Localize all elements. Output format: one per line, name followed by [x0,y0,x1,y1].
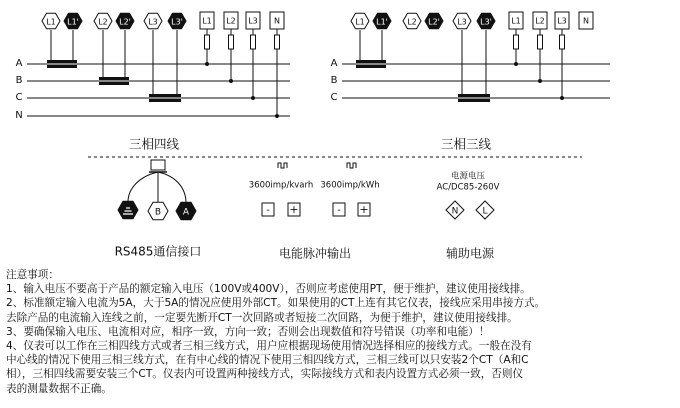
tw-current-terminal-label-3: L2 [407,17,417,27]
tw-ct-core-3 [458,99,490,102]
tw-ct-coil-3 [458,94,490,97]
fw-fuse-3 [251,35,256,49]
bus-label-n: N [15,110,23,121]
fw-junction-3 [251,96,255,100]
note-line-1: 1、输入电压不要高于产品的额定输入电压（100V或400V），否则应考虑使用PT，便于维护，建议使用接线排。 [6,283,531,296]
bus-label-3w-a: A [330,58,338,69]
note-line-4: 3、要确保输入电压、电流相对应，相序一致，方向一致；否则会出现数值和符号错误（功率和电能）！ [6,325,490,338]
bus-label-3w-c: C [330,92,338,103]
rs485-ground-terminal-icon [118,201,138,218]
fw-ct-core-2 [99,82,129,85]
fw-fuse-2 [229,35,234,49]
tw-fuse-2 [538,35,543,49]
fw-voltage-terminal-label-3: L3 [248,16,258,26]
note-line-8: 表的测量数据不正确。 [6,382,112,395]
tw-current-terminal-label-1: L1 [355,17,365,27]
power-terminal-label-l: L [482,206,488,217]
pulse-kvarh-label: 3600imp/kvarh [248,180,314,191]
pc-monitor-icon [151,160,165,170]
fw-current-terminal-label-2: L1' [67,17,79,27]
fw-voltage-terminal-label-4: N [274,16,280,26]
fw-voltage-terminal-label-2: L2 [226,16,236,26]
pulse-terminal-label-3: - [337,205,341,216]
notes-heading: 注意事项： [6,269,59,281]
tw-voltage-terminal-label-2: L2 [535,16,545,26]
fw-junction-1 [205,62,209,66]
tw-current-terminal-label-2: L1' [376,17,388,27]
fw-ct-core-1 [47,65,77,68]
pulse-terminal-label-2: + [289,203,299,216]
fw-fuse-1 [205,35,210,49]
note-line-5: 4、仪表可以工作在三相四线方式或者三相三线方式，用户应根据现场使用情况选择相应的接线方式。一般在没有 [6,340,532,353]
note-line-3: 去除产品的电流输入连线之前，一定要先断开CT一次回路或者短接二次回路，为便于维护，建议使用接线排。 [6,311,518,324]
bus-label-a: A [15,58,23,69]
tw-ct-coil-1 [356,60,386,63]
tw-current-terminal-label-6: L3' [480,17,492,27]
bus-label-b: B [15,75,23,86]
note-line-2: 2、标准额定输入电流为5A，大于5A的情况应使用外部CT。如果使用的CT上连有其它仪表，接线应采用串接方式。 [6,297,546,310]
fw-junction-4 [275,114,279,118]
tw-current-terminal-label-4: L2' [428,17,440,27]
rs485-wire-a [158,172,186,203]
caption-pulse-output: 电能脉冲输出 [278,246,352,261]
tw-junction-1 [514,62,518,66]
tw-voltage-terminal-label-1: L1 [511,16,521,26]
rs485-a-label: A [182,207,190,218]
bus-label-3w-b: B [330,75,338,86]
power-terminal-label-n: N [451,206,459,217]
fw-ct-coil-3 [149,94,181,97]
fw-current-terminal-label-1: L1 [46,17,56,27]
tw-fuse-1 [514,35,519,49]
fw-ct-coil-1 [47,60,77,63]
tw-current-terminal-label-5: L3 [457,17,467,27]
note-line-6: 中心线的情况下使用三相三线方式，在有中心线的情况下使用三相四线方式，三相三线可以只安装2个CT（A和C [6,354,529,367]
fw-current-terminal-label-5: L3 [148,17,158,27]
bus-label-c: C [15,92,23,103]
pulse-kwh-icon [347,163,356,168]
caption-rs485: RS485通信接口 [114,244,202,259]
rs485-wire-ground [128,172,158,202]
fw-current-terminal-label-4: L2' [119,17,131,27]
tw-fuse-3 [560,35,565,49]
caption-three-phase-three-wire: 三相三线 [440,136,492,152]
pulse-kwh-label: 3600imp/kWh [320,180,380,191]
fw-fuse-4 [275,35,280,49]
power-label-1: 电源电压 [450,171,486,182]
tw-ct-core-1 [356,65,386,68]
fw-junction-2 [229,79,233,83]
tw-junction-2 [538,79,542,83]
caption-aux-power: 辅助电源 [445,246,495,261]
caption-three-phase-four-wire: 三相四线 [128,136,180,152]
fw-voltage-terminal-label-1: L1 [202,16,212,26]
tw-voltage-terminal-label-3: L3 [557,16,567,26]
fw-current-terminal-label-3: L2 [98,17,108,27]
fw-ct-coil-2 [99,77,129,80]
pulse-kvarh-icon [278,163,287,168]
power-label-2: AC/DC85-260V [436,182,500,193]
pulse-terminal-label-4: + [359,203,369,216]
tw-voltage-terminal-label-4: N [583,16,589,26]
rs485-b-label: B [154,207,162,218]
notes-section [6,268,674,396]
note-line-7: 相），三相四线需要安装三个CT。仪表内可设置两种接线方式，实际接线方式和表内设置方式必须一致，否则仪 [6,368,524,381]
pulse-terminal-label-1: - [266,205,270,216]
tw-junction-3 [560,96,564,100]
fw-current-terminal-label-6: L3' [171,17,183,27]
fw-ct-core-3 [149,99,181,102]
